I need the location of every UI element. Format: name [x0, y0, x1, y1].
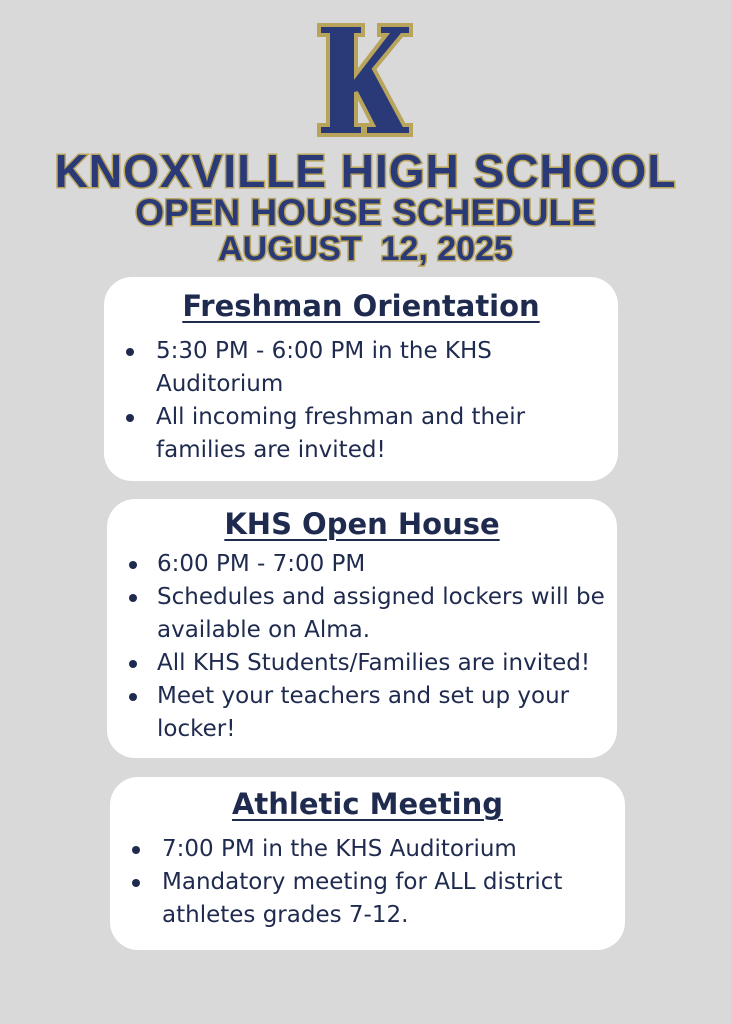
- list-item: All KHS Students/Families are invited!: [107, 647, 617, 680]
- list-item: All incoming freshman and their families are invited!: [104, 401, 618, 467]
- list-item: 7:00 PM in the KHS Auditorium: [110, 833, 625, 866]
- school-logo-k: [316, 22, 414, 138]
- section-title: Athletic Meeting: [231, 787, 504, 821]
- event-date: AUGUST 12, 2025: [218, 230, 513, 268]
- section-title: KHS Open House: [224, 507, 500, 541]
- khs-open-house-card: [107, 499, 617, 758]
- event-title: OPEN HOUSE SCHEDULE: [135, 192, 596, 233]
- section-list: [110, 833, 625, 932]
- school-name: KNOXVILLE HIGH SCHOOL: [54, 145, 677, 197]
- freshman-orientation-card: [104, 277, 618, 481]
- section-title: Freshman Orientation: [182, 289, 540, 323]
- list-item: 6:00 PM - 7:00 PM: [107, 548, 617, 581]
- list-item: Mandatory meeting for ALL district athletes grades 7-12.: [110, 866, 625, 932]
- list-item: Meet your teachers and set up your locker!: [107, 680, 617, 746]
- list-item: 5:30 PM - 6:00 PM in the KHS Auditorium: [104, 335, 618, 401]
- section-list: [104, 335, 618, 467]
- section-list: [107, 548, 617, 746]
- athletic-meeting-card: [110, 777, 625, 950]
- list-item: Schedules and assigned lockers will be available on Alma.: [107, 581, 617, 647]
